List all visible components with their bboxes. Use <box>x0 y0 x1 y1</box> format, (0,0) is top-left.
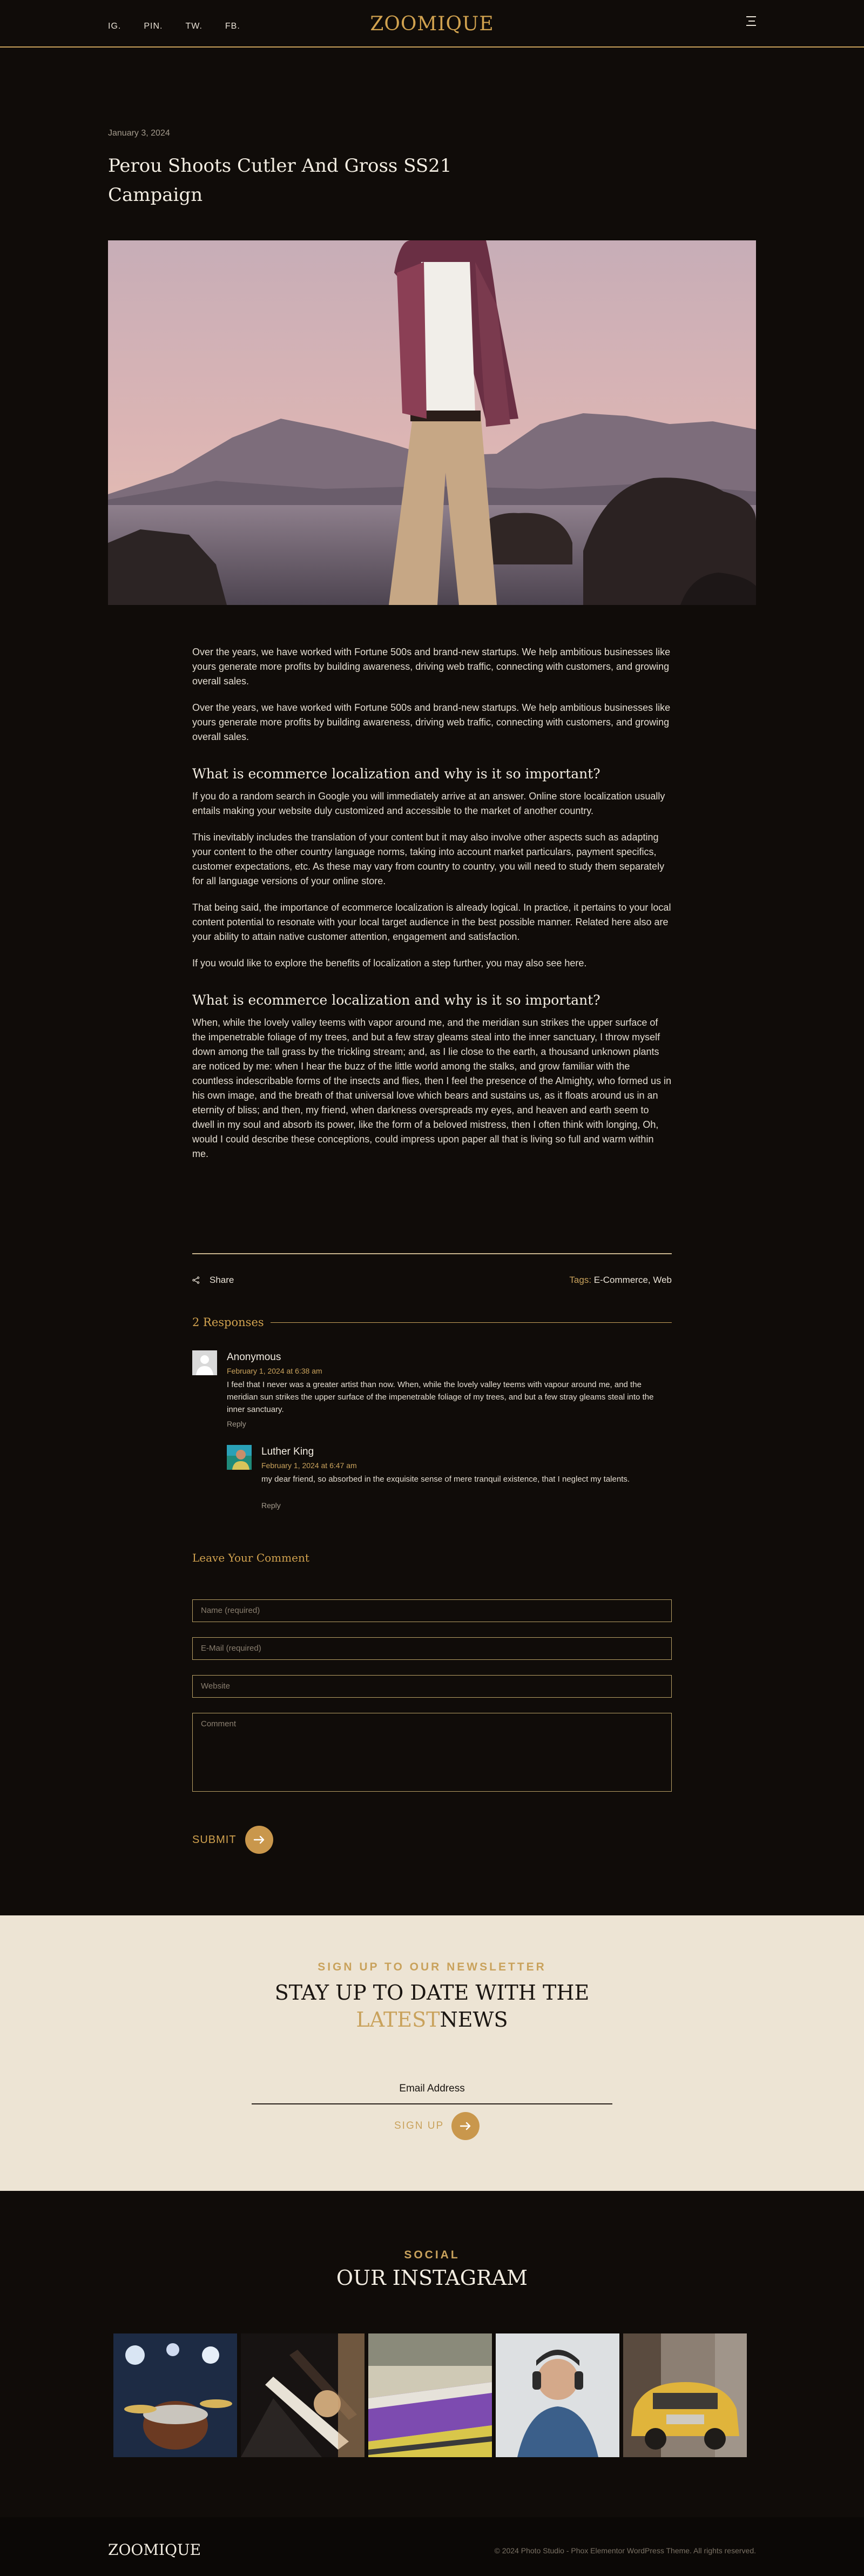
article-heading: What is ecommerce localization and why is it so important? <box>192 766 600 782</box>
share-icon <box>192 1276 200 1284</box>
site-logo[interactable]: ZOOMIQUE <box>370 13 494 35</box>
article-paragraph: When, while the lovely valley teems with vapor around me, and the meridian sun strikes the upper surface of the impenetrable foliage of my trees, and but a few stray gleams steal into the inner sanctuary, I throw myself down among the tall grass by the trickling stream; and, as I lie close to the earth, a thousand unknown plants are noticed by me: when I hear the buzz of the little world among the stalks, and grow familiar with the countless indescribable forms of the insects and flies, then I feel the presence of the Almighty, who formed us in his own image, and the breath of that universal love which bears and sustains us, as it floats around us in an eternity of bliss; and then, my friend, when darkness overspreads my eyes, and heaven and earth seem to dwell in my soul and absorb its power, like the form of a beloved mistress, then I often think with longing, Oh, would I could describe these conceptions, could impress upon paper all that is living so full and warm within me. <box>192 1017 672 1159</box>
social-link-ig[interactable]: IG. <box>108 22 122 31</box>
instagram-photo-taxi[interactable] <box>623 2333 747 2457</box>
article-paragraph: This inevitably includes the translation of your content but it may also involve other aspects such as adapting your content to the other country language norms, taking into account market particulars, payment specifics, customer expectations, etc. As these may vary from country to country, you will need to study them separately for all language versions of your online store. <box>192 832 665 886</box>
newsletter-signup-button[interactable] <box>394 2112 480 2140</box>
instagram-photo-headphones[interactable] <box>496 2333 619 2457</box>
reply-link[interactable]: Reply <box>261 1501 281 1510</box>
signup-label: SIGN UP <box>394 2120 444 2131</box>
responses-section <box>192 1316 672 1329</box>
newsletter-title-end: NEWS <box>440 2008 508 2032</box>
article-heading: What is ecommerce localization and why is it so important? <box>192 992 600 1008</box>
newsletter-email-input[interactable]: Email Address <box>252 2074 612 2104</box>
newsletter-title-line1: STAY UP TO DATE WITH THE <box>274 1981 590 2005</box>
social-link-pin[interactable]: PIN. <box>144 22 163 31</box>
article-paragraph: If you do a random search in Google you will immediately arrive at an answer. Online store localization usually entails making your website duly customized and accessible to the market of another country. <box>192 791 665 816</box>
tags-values[interactable]: E-Commerce, Web <box>593 1275 672 1285</box>
email-field[interactable]: E-Mail (required) <box>192 1637 672 1660</box>
post-date: January 3, 2024 <box>108 129 170 138</box>
instagram-photo-drums[interactable] <box>113 2333 237 2457</box>
post-title: Perou Shoots Cutler And Gross SS21 Campaign <box>108 155 452 206</box>
name-field[interactable]: Name (required) <box>192 1599 672 1622</box>
comment-date: February 1, 2024 at 6:47 am <box>261 1461 357 1470</box>
instagram-kicker: SOCIAL <box>404 2249 460 2261</box>
tags-label: Tags: <box>569 1275 592 1285</box>
arrow-right-icon <box>245 1826 273 1854</box>
responses-title: 2 Responses <box>192 1316 264 1329</box>
article-paragraph: Over the years, we have worked with Fortune 500s and brand-new startups. We help ambitious businesses like yours generate more profits by building awareness, driving web traffic, connecting with customers, and growing overall sales. <box>192 647 671 687</box>
article-paragraph: Over the years, we have worked with Fortune 500s and brand-new startups. We help ambitious businesses like yours generate more profits by building awareness, driving web traffic, connecting with customers, and growing overall sales. <box>192 702 671 742</box>
footer-copyright: © 2024 Photo Studio - Phox Elementor WordPress Theme. All rights reserved. <box>494 2546 756 2555</box>
newsletter-title-accent: LATEST <box>356 2008 440 2032</box>
post-tags <box>569 1275 672 1286</box>
avatar <box>227 1445 252 1470</box>
footer-logo[interactable]: ZOOMIQUE <box>108 2541 201 2559</box>
avatar <box>192 1350 217 1375</box>
leave-comment-title: Leave Your Comment <box>192 1551 309 1564</box>
comment-field[interactable]: Comment <box>192 1713 672 1792</box>
comment-date: February 1, 2024 at 6:38 am <box>227 1367 322 1375</box>
article-body <box>192 645 672 1173</box>
instagram-grid <box>113 2333 747 2457</box>
arrow-right-icon <box>451 2112 480 2140</box>
website-field[interactable]: Website <box>192 1675 672 1698</box>
submit-label: SUBMIT <box>192 1833 237 1846</box>
comment-item <box>192 1350 672 1431</box>
instagram-photo-train[interactable] <box>368 2333 492 2457</box>
submit-button[interactable] <box>192 1826 273 1854</box>
responses-divider <box>271 1322 672 1323</box>
newsletter-title-line2 <box>0 2006 864 2033</box>
reply-link[interactable]: Reply <box>227 1420 246 1428</box>
comment-author: Luther King <box>261 1446 314 1457</box>
site-footer <box>0 2517 864 2576</box>
share-label: Share <box>210 1275 234 1285</box>
article-paragraph: If you would like to explore the benefits of localization a step further, you may also see here. <box>192 958 587 968</box>
social-link-fb[interactable]: FB. <box>225 22 240 31</box>
newsletter-kicker: SIGN UP TO OUR NEWSLETTER <box>318 1961 546 1973</box>
post-meta-row <box>192 1253 672 1296</box>
comment-item <box>227 1445 672 1515</box>
comment-text: my dear friend, so absorbed in the exquisite sense of mere tranquil existence, that I neglect my talents. <box>261 1475 630 1484</box>
comment-author: Anonymous <box>227 1351 281 1363</box>
instagram-title: OUR INSTAGRAM <box>336 2266 528 2290</box>
site-header <box>0 0 864 48</box>
newsletter-section <box>0 1915 864 2191</box>
social-link-tw[interactable]: TW. <box>185 22 202 31</box>
hero-image <box>108 240 756 605</box>
newsletter-title <box>0 1979 864 2033</box>
responses-heading <box>192 1316 672 1329</box>
instagram-photo-guitar[interactable] <box>241 2333 364 2457</box>
article-paragraph: That being said, the importance of ecommerce localization is already logical. In practice, it pertains to your local content potential to resonate with your local target audience in the best possible manner. Related here also are your ability to attain native customer attention, engagement and satisfaction. <box>192 902 671 942</box>
share-button[interactable] <box>192 1275 234 1286</box>
hamburger-menu-icon[interactable] <box>745 16 756 28</box>
comment-text: I feel that I never was a greater artist than now. When, while the lovely valley teems with vapour around me, and the meridian sun strikes the upper surface of the impenetrable foliage of my trees, and but a few stray gleams steal into the inner sanctuary. <box>227 1380 654 1414</box>
